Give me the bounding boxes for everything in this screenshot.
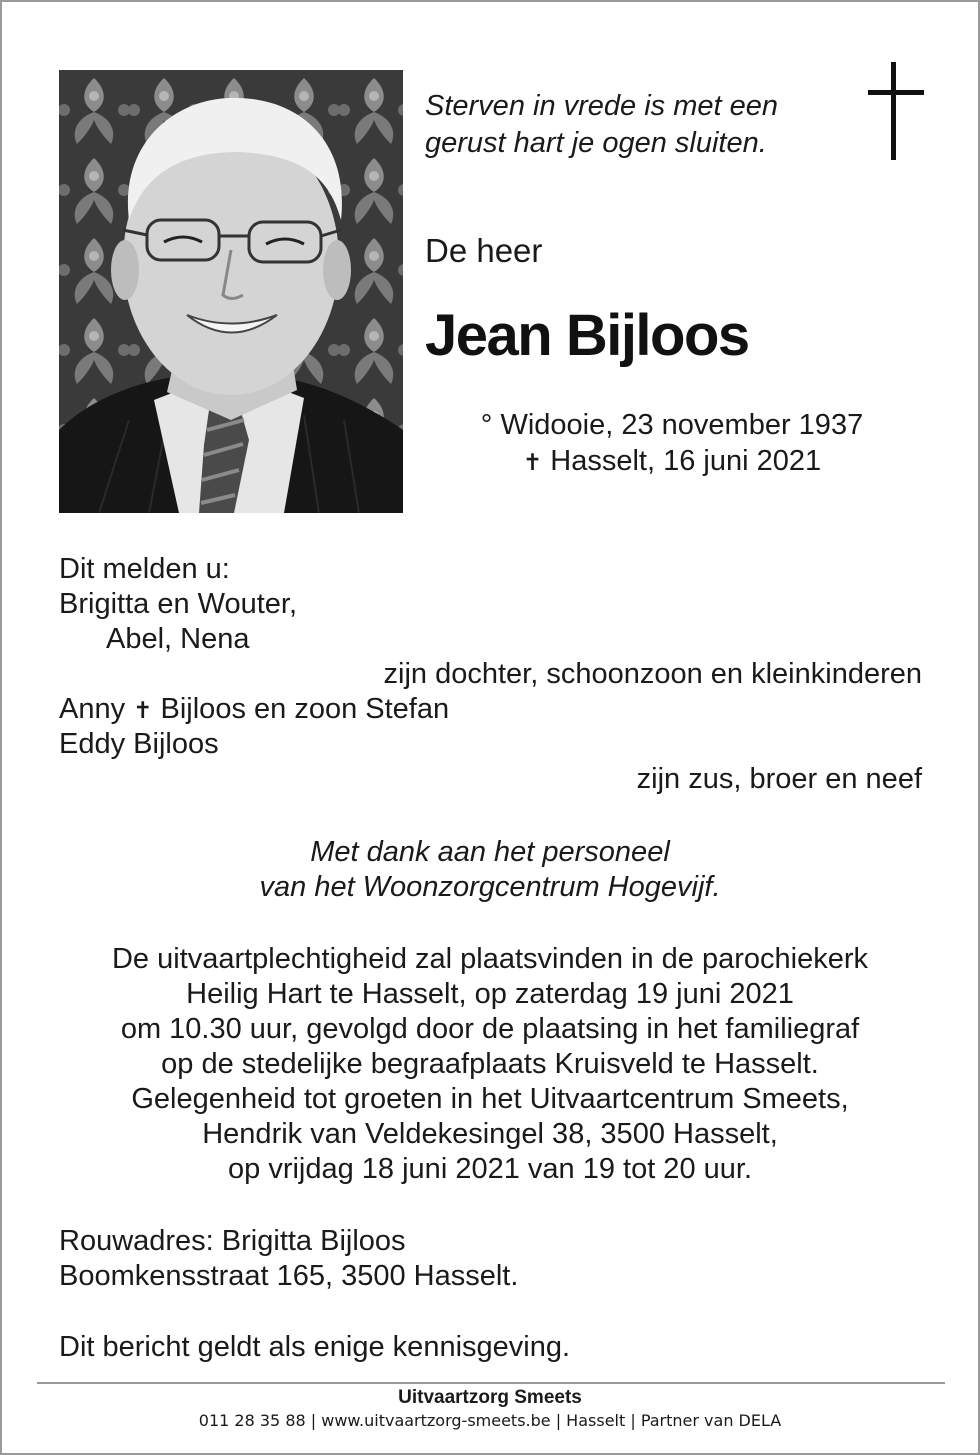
- funeral-home-name: Uitvaartzorg Smeets: [398, 1387, 582, 1408]
- quote-line: gerust hart je ogen sluiten.: [425, 127, 767, 159]
- family-line: Eddy Bijloos: [59, 728, 219, 760]
- birth-line: [462, 407, 882, 443]
- thanks-line: Met dank aan het personeel: [310, 836, 670, 868]
- family-line: Abel, Nena: [106, 623, 250, 655]
- dagger-icon: ✝: [133, 697, 153, 723]
- family-line: [59, 692, 449, 728]
- thanks-line: van het Woonzorgcentrum Hogevijf.: [259, 871, 721, 903]
- family-relation: zijn zus, broer en neef: [636, 763, 922, 795]
- mourning-address-line: Boomkensstraat 165, 3500 Hasselt.: [59, 1260, 519, 1292]
- ceremony-line: Hendrik van Veldekesingel 38, 3500 Hasselt,: [202, 1118, 778, 1150]
- dagger-icon: ✝: [522, 449, 543, 475]
- ceremony-line: om 10.30 uur, gevolgd door de plaatsing in het familiegraf: [120, 1013, 860, 1045]
- family-line: Brigitta en Wouter,: [59, 588, 298, 620]
- ceremony-line: De uitvaartplechtigheid zal plaatsvinden in de parochiekerk: [111, 943, 869, 975]
- honorific: De heer: [425, 232, 543, 269]
- mourning-address-line: Rouwadres: Brigitta Bijloos: [59, 1225, 406, 1257]
- life-dates: [462, 407, 882, 480]
- notice-text: Dit bericht geldt als enige kennisgeving.: [59, 1331, 571, 1363]
- ceremony-line: Heilig Hart te Hasselt, op zaterdag 19 juni 2021: [186, 978, 794, 1010]
- family-relation: zijn dochter, schoonzoon en kleinkinderen: [383, 658, 922, 690]
- quote: [425, 88, 845, 162]
- cross-icon: [864, 62, 924, 162]
- deceased-name: Jean Bijloos: [425, 303, 749, 368]
- birth-symbol: °: [480, 409, 493, 441]
- death-date: Hasselt, 16 juni 2021: [550, 445, 822, 477]
- quote-line: Sterven in vrede is met een: [425, 90, 779, 122]
- family-name: Anny: [59, 693, 126, 725]
- ceremony-line: Gelegenheid tot groeten in het Uitvaartcentrum Smeets,: [131, 1083, 849, 1115]
- portrait-photo: [59, 70, 403, 513]
- ceremony-line: op de stedelijke begraafplaats Kruisveld te Hasselt.: [161, 1048, 819, 1080]
- family-name: Bijloos en zoon Stefan: [160, 693, 450, 725]
- ceremony-line: op vrijdag 18 juni 2021 van 19 tot 20 uur.: [228, 1153, 752, 1185]
- death-line: [462, 443, 882, 480]
- footer-divider: [37, 1382, 945, 1384]
- portrait-image: [59, 70, 403, 513]
- funeral-home-contact: 011 28 35 88 | www.uitvaartzorg-smeets.be | Hasselt | Partner van DELA: [198, 1411, 782, 1430]
- birth-date: Widooie, 23 november 1937: [500, 409, 864, 441]
- announcers-intro: Dit melden u:: [59, 553, 230, 585]
